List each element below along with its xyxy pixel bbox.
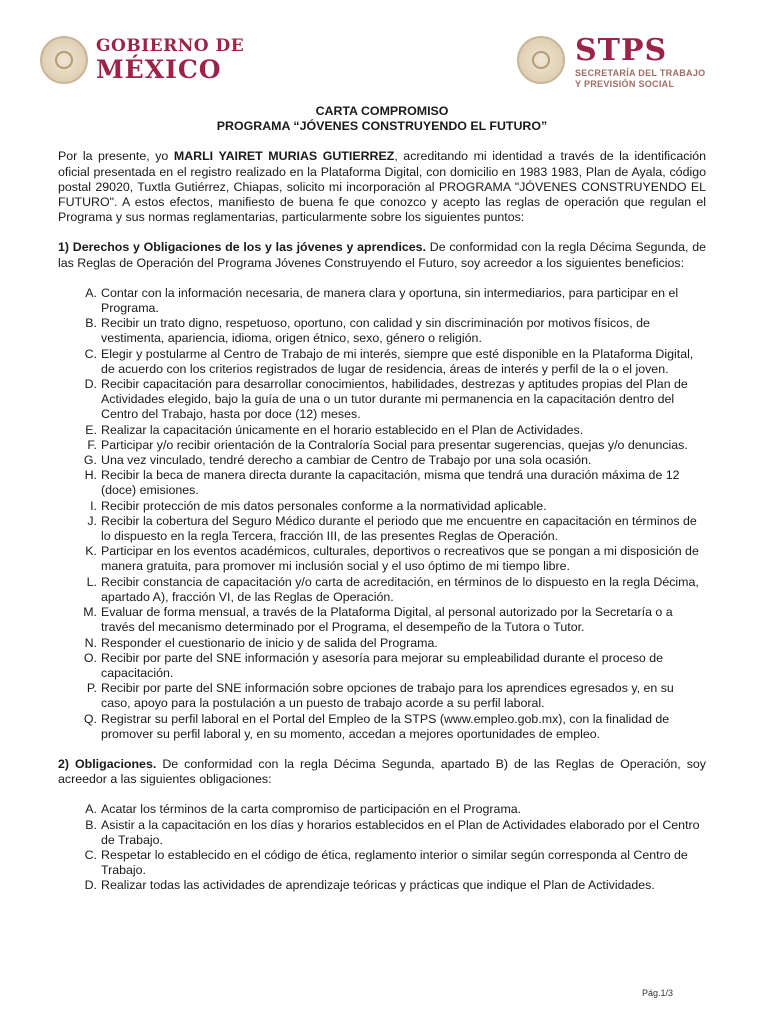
beneficiary-name: MARLI YAIRET MURIAS GUTIERREZ	[173, 149, 395, 164]
list-item-letter: Q.	[83, 711, 97, 726]
list-item-letter: H.	[84, 468, 97, 483]
list-item-letter: D.	[84, 878, 97, 893]
list-item	[58, 514, 706, 544]
list-item	[58, 438, 706, 453]
section2-text: De conformidad con la regla Décima Segunda, apartado B) de las Reglas de Operación, soy acreedor a las siguientes obligaciones:	[58, 756, 706, 787]
list-item-letter: F.	[87, 437, 97, 452]
document-subtitle: PROGRAMA “JÓVENES CONSTRUYENDO EL FUTURO”	[216, 119, 548, 134]
stps-logo	[575, 33, 706, 90]
stps-logo-title: STPS	[575, 33, 668, 68]
list-item-letter: D.	[84, 377, 97, 392]
intro-paragraph	[58, 149, 706, 225]
list-item-text: Realizar todas las actividades de aprendizaje teóricas y prácticas que indique el Plan de Actividades.	[101, 878, 655, 893]
list-item	[58, 453, 706, 468]
list-item-letter: G.	[83, 453, 97, 468]
list-item-letter: A.	[85, 285, 97, 300]
section1-list	[58, 286, 706, 742]
list-item	[58, 636, 706, 651]
list-item-text: Recibir por parte del SNE información sobre opciones de trabajo para los aprendices egresados y, en su caso, apoyo para la postulación a un puesto de trabajo acorde a su perfil laboral.	[101, 681, 674, 711]
national-seal-icon	[40, 36, 88, 84]
gobierno-logo-line2: MÉXICO	[96, 55, 222, 84]
list-item-text: Respetar lo establecido en el código de ética, reglamento interior o similar según corresponda al Centro de Trabajo.	[101, 847, 688, 878]
list-item	[58, 347, 706, 377]
section1-paragraph	[58, 240, 706, 270]
list-item-letter: I.	[90, 498, 97, 513]
gobierno-logo	[96, 38, 244, 82]
intro-text-end: , acreditando mi identidad a través de la identificación oficial presentada en el registro realizado en la Plataforma Digital, con domicilio en 1983 1983, Plan de Ayala, código postal 29020, Tuxtla Gutiérrez, Chiapas, solicito mi incorporación al PROGRAMA "JÓVENES CONSTRUYENDO EL FUTURO". A estos efectos, manifiesto de buena fe que conozco y acepto las reglas de operación que regulan el Programa y sus normas reglamentarias, particularmente sobre los siguientes puntos:	[58, 149, 706, 225]
section2-paragraph	[58, 757, 706, 787]
list-item-text: Responder el cuestionario de inicio y de salida del Programa.	[101, 635, 438, 650]
document-body	[58, 104, 706, 894]
list-item	[58, 377, 706, 423]
page-header	[0, 0, 768, 100]
stps-logo-subtitle-1: SECRETARÍA DEL TRABAJO	[575, 68, 706, 78]
list-item-text: Evaluar de forma mensual, a través de la Plataforma Digital, al personal autorizado por la Secretaría o a través del mecanismo determinado por el Programa, el desempeño de la Tutora o Tutor.	[101, 605, 673, 635]
list-item-text: Recibir la beca de manera directa durante la capacitación, misma que tendrá una duración máxima de 12 (doce) emisiones.	[101, 468, 680, 498]
list-item-text: Asistir a la capacitación en los días y horarios establecidos en el Plan de Actividades elaborado por el Centro de Trabajo.	[101, 817, 700, 847]
list-item-text: Recibir la cobertura del Seguro Médico durante el periodo que me encuentre en capacitación en términos de lo dispuesto en la regla Tercera, fracción III, de las presentes Reglas de Operación.	[101, 513, 697, 544]
list-item	[58, 316, 706, 346]
list-item-text: Recibir capacitación para desarrollar conocimientos, habilidades, destrezas y aptitudes propias del Plan de Actividades elegido, bajo la guía de una o un tutor durante mi permanencia en la capacitación dentro del Centro del Trabajo, hasta por doce (12) meses.	[101, 377, 688, 422]
list-item	[58, 818, 706, 848]
list-item	[58, 878, 706, 893]
list-item-letter: B.	[85, 817, 97, 832]
gobierno-logo-line1: GOBIERNO DE	[96, 36, 245, 56]
intro-text-start: Por la presente, yo	[58, 149, 174, 164]
list-item-letter: M.	[83, 605, 97, 620]
list-item-letter: L.	[86, 574, 97, 589]
stps-seal-icon	[517, 36, 565, 84]
list-item-letter: B.	[85, 316, 97, 331]
list-item-text: Realizar la capacitación únicamente en el horario establecido en el Plan de Actividades.	[101, 422, 584, 437]
list-item-text: Registrar su perfil laboral en el Portal del Empleo de la STPS (www.empleo.gob.mx), con la finalidad de promover su perfil laboral y, en su momento, accedan a mejores oportunidades de empleo.	[101, 711, 670, 741]
list-item-letter: O.	[83, 650, 97, 665]
list-item-text: Una vez vinculado, tendré derecho a cambiar de Centro de Trabajo por una sola ocasión.	[101, 453, 592, 468]
list-item	[58, 544, 706, 574]
page-number: Pág.1/3	[642, 988, 674, 998]
list-item-letter: N.	[84, 635, 97, 650]
document-title: CARTA COMPROMISO	[315, 104, 449, 118]
list-item-text: Recibir protección de mis datos personales conforme a la normatividad aplicable.	[101, 498, 547, 513]
section2-list	[58, 802, 706, 893]
section1-text: De conformidad con la regla Décima Segunda, de las Reglas de Operación del Programa Jóvenes Construyendo el Futuro, soy acreedor a los siguientes beneficios:	[58, 240, 706, 270]
list-item-letter: A.	[85, 802, 97, 817]
list-item	[58, 499, 706, 514]
list-item-text: Participar y/o recibir orientación de la Contraloría Social para presentar sugerencias, quejas y/o denuncias.	[101, 437, 688, 452]
list-item	[58, 575, 706, 605]
list-item	[58, 605, 706, 635]
list-item-text: Recibir constancia de capacitación y/o carta de acreditación, en términos de lo dispuesto en la regla Décima, apartado A), fracción VI, de las Reglas de Operación.	[101, 574, 699, 604]
list-item-text: Recibir un trato digno, respetuoso, oportuno, con calidad y sin discriminación por motivos físicos, de vestimenta, apariencia, idioma, origen étnico, sexo, género o religión.	[101, 316, 650, 346]
section1-heading: 1) Derechos y Obligaciones de los y las jóvenes y aprendices.	[58, 240, 427, 255]
stps-logo-subtitle-2: Y PREVISIÓN SOCIAL	[575, 79, 675, 89]
list-item	[58, 651, 706, 681]
list-item-text: Elegir y postularme al Centro de Trabajo de mi interés, siempre que esté disponible en la Plataforma Digital, de acuerdo con los criterios registrados de lugar de residencia, áreas de interés y perfil de la o el joven.	[101, 346, 694, 376]
list-item-text: Participar en los eventos académicos, culturales, deportivos o recreativos que se pongan a mi disposición de manera gratuita, para promover mi inclusión social y el uso óptimo de mi tiempo libre.	[101, 544, 699, 574]
list-item-text: Acatar los términos de la carta compromiso de participación en el Programa.	[101, 802, 522, 817]
list-item	[58, 423, 706, 438]
list-item-letter: E.	[85, 422, 97, 437]
list-item	[58, 848, 706, 878]
list-item	[58, 802, 706, 817]
list-item-letter: J.	[87, 513, 97, 528]
section2-heading: 2) Obligaciones.	[58, 756, 157, 771]
list-item	[58, 468, 706, 498]
list-item-letter: P.	[86, 681, 97, 696]
list-item-letter: C.	[84, 346, 97, 361]
list-item-text: Contar con la información necesaria, de manera clara y oportuna, sin intermediarios, para participar en el Programa.	[101, 285, 679, 316]
list-item-text: Recibir por parte del SNE información y asesoría para mejorar su empleabilidad durante el proceso de capacitación.	[101, 650, 664, 680]
list-item-letter: K.	[85, 544, 97, 559]
list-item	[58, 286, 706, 316]
list-item	[58, 712, 706, 742]
list-item-letter: C.	[84, 847, 97, 862]
list-item	[58, 681, 706, 711]
